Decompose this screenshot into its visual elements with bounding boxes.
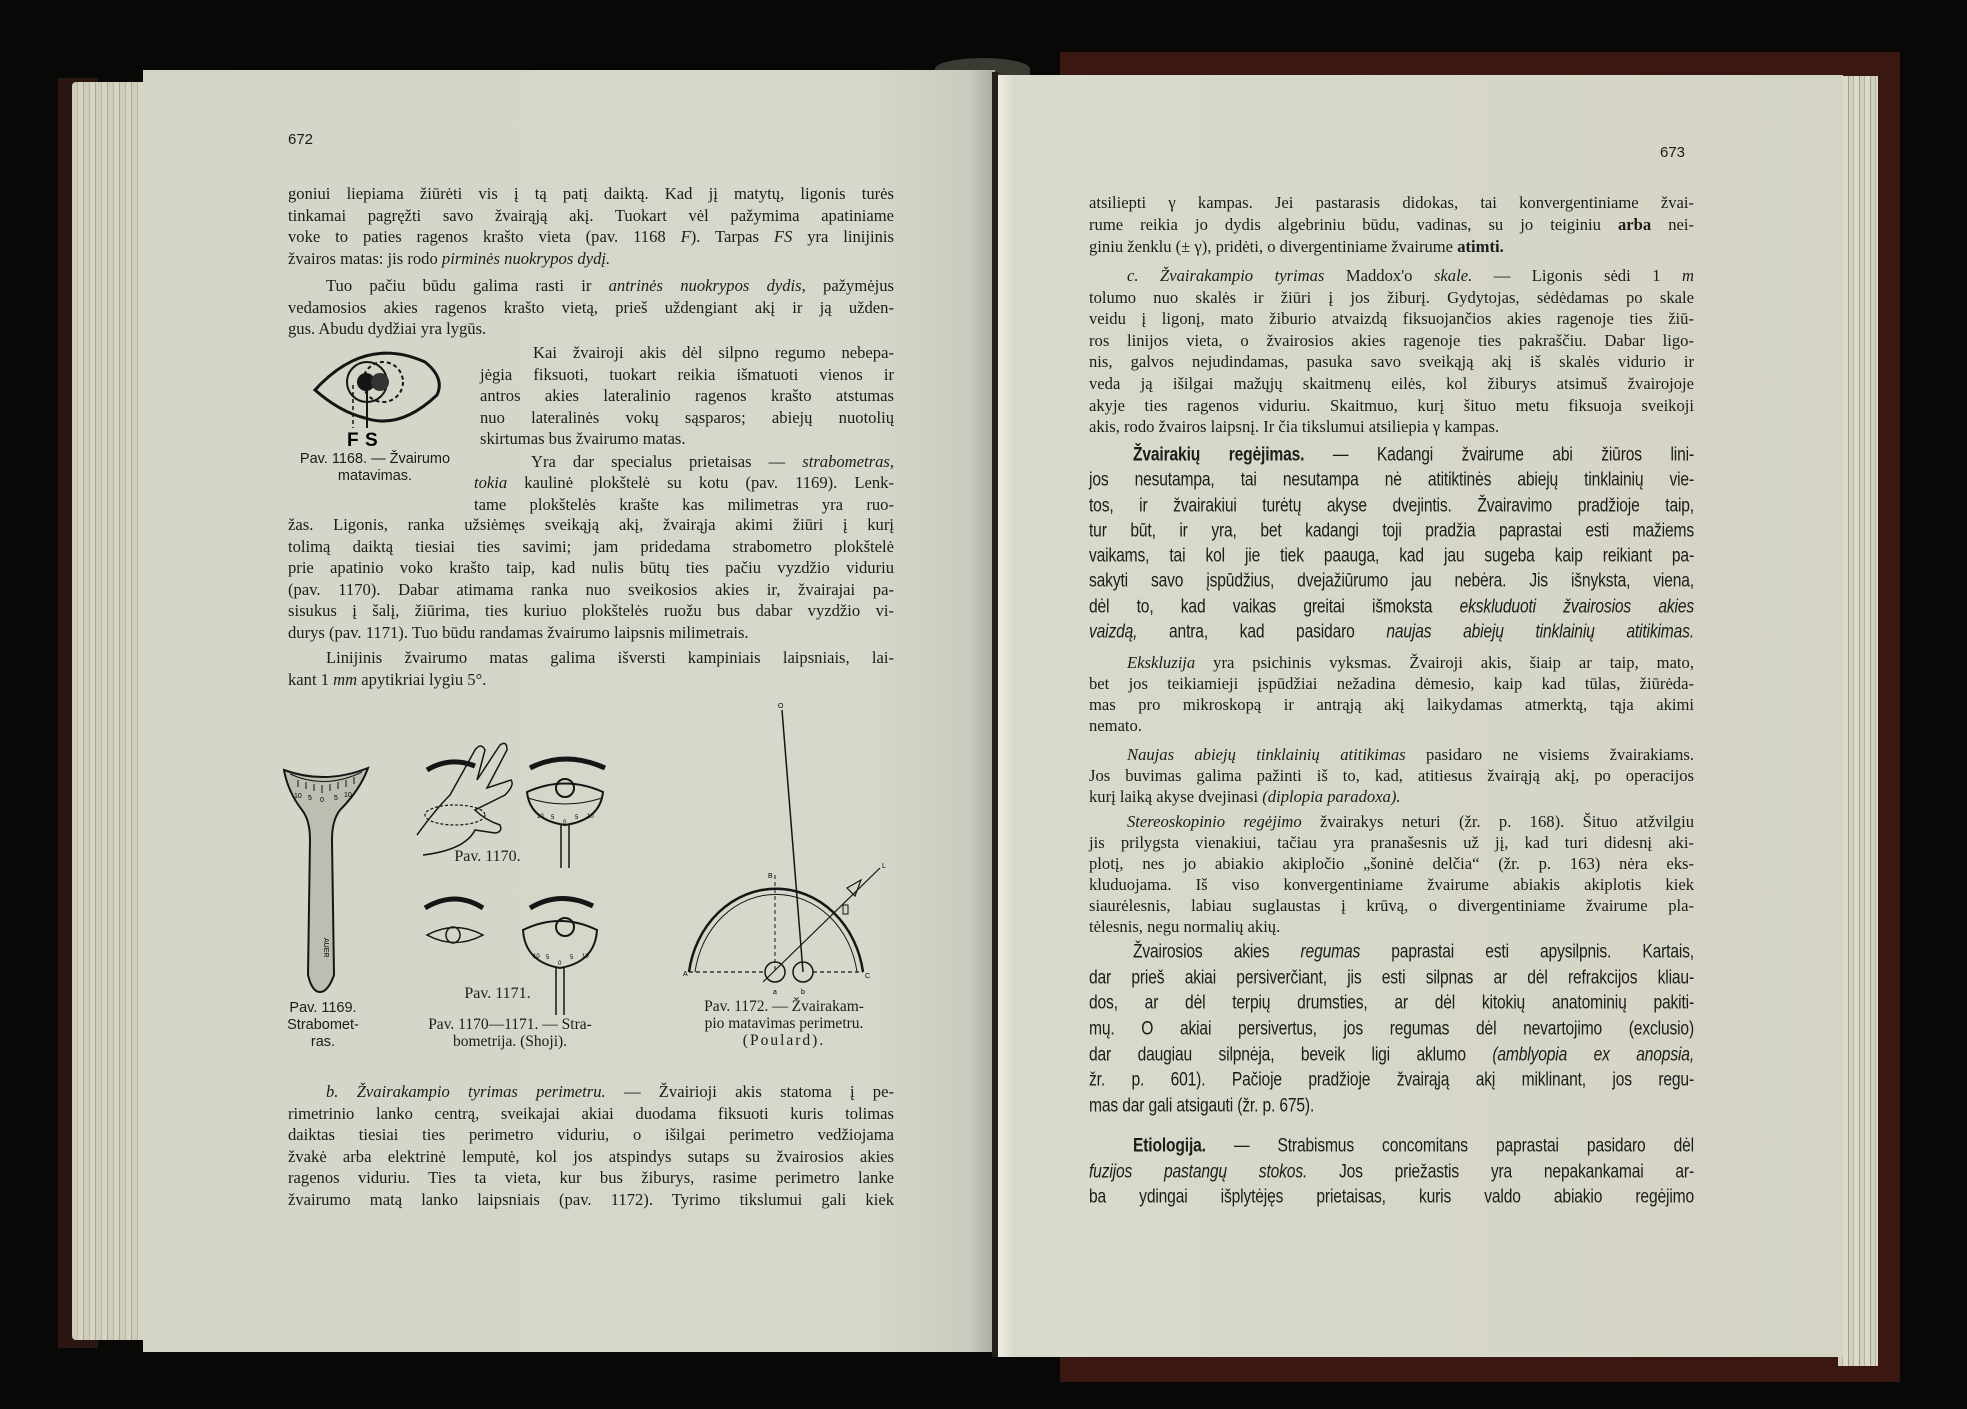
text-run: mas pro mikroskopą ir antrąją akį laikydamas atmerktą, tąja akimi <box>1089 695 1694 714</box>
italic-text: F <box>680 227 691 246</box>
paragraph <box>1089 265 1694 438</box>
caption-line: ras. <box>310 1034 336 1050</box>
text-run: antra, kad pasidaro <box>1137 621 1387 643</box>
text-run: kaulinė plokštelė su kotu (pav. 1169). Lenk- <box>507 473 894 493</box>
scale-label: 0 <box>563 820 567 826</box>
text-run: akis, rodo žvairos laipsnį. Ir čia tikslumui atsiliepia γ kampas. <box>1089 417 1500 437</box>
page-edges-right <box>1838 76 1878 1366</box>
text-run: Jos priežastis yra nepakankamai ar- <box>1307 1161 1694 1182</box>
text-run: ragenos viduriu. Ties ta vieta, kur bus žiburys, rasime perimetro lanke <box>288 1168 894 1187</box>
figure-1172-caption <box>676 998 892 1049</box>
text-line <box>1089 236 1694 258</box>
text-line <box>480 385 894 407</box>
italic-text: skale. <box>1433 266 1473 285</box>
text-run: plotį, nes jo abiakio akipločio „šoninė delčia“ (žr. p. 163) nėra eks- <box>1089 854 1694 873</box>
text-run: Žvairosios akies <box>1133 941 1301 963</box>
scale-label: 10 <box>294 793 302 800</box>
text-run: rimetrinio lanko centrą, sveikajai akiai duodama fiksuoti kuris tolimas <box>288 1103 894 1123</box>
paragraph <box>1089 652 1694 736</box>
text-run: yra psichinis vyksmas. Žvairoji akis, šiaip ar taip, mato, <box>1195 653 1694 672</box>
scale-label: 10 <box>582 954 589 960</box>
text-line <box>288 536 894 558</box>
text-run: mų. O akiai persivertus, jos regumas dėl nevartojimo (exclusio) <box>1089 1018 1694 1040</box>
label-o: O <box>778 703 784 710</box>
text-run: nis, galvos nejudindamas, pasuka savo sveikąją akį iš skalės vidurio ir <box>1089 352 1694 372</box>
text-run: mas dar gali atsigauti (žr. p. 675). <box>1089 1095 1315 1117</box>
scale-label: 0 <box>558 961 562 967</box>
book-gutter <box>992 72 998 1357</box>
text-run: Maddox'o <box>1324 266 1434 285</box>
text-run: skirtumas bus žvairumo matas. <box>480 429 686 448</box>
page-edges-left <box>72 82 144 1340</box>
text-line <box>1089 373 1694 395</box>
text-run: prie apatinio voko krašto taip, kad nulis būtų ties pačiu vyzdžio viduriu <box>288 558 894 577</box>
text-line <box>1089 308 1694 330</box>
label-b: B <box>768 873 773 880</box>
text-run: tur būt, ir yra, bet kadangi toji pradžia paprastai esti mažiems <box>1089 520 1694 542</box>
text-line <box>1089 895 1694 916</box>
italic-text: ekskluduoti žvairosios akies <box>1459 596 1694 618</box>
text-run: paprastai esti apysilpnis. Kartais, <box>1360 941 1694 963</box>
figure-1170-1171-caption <box>405 1016 615 1050</box>
figure-1169-strabometer <box>280 760 375 995</box>
text-run: tinkamai pagręžti savo žvairąją akį. Tuokart vėl pažymima apatiniame <box>288 205 894 225</box>
text-run: ). Tarpas <box>690 227 774 246</box>
italic-text: strabometras, <box>802 452 894 471</box>
text-run: atsiliepti γ kampas. Jei pastarasis didokas, tai konvergentiniame žvai- <box>1089 193 1694 212</box>
text-line <box>1089 786 1694 807</box>
text-run: yra linijinis <box>792 227 894 246</box>
text-run: giniu ženklu (± γ), pridėti, o divergentiniame žvairume <box>1089 236 1458 256</box>
text-run: voke to paties ragenos krašto vieta (pav. 1168 <box>288 227 681 246</box>
text-line <box>288 318 894 340</box>
text-line <box>1089 395 1694 417</box>
scale-label: 5 <box>308 795 312 802</box>
scale-label: 5 <box>570 955 574 961</box>
text-line <box>288 183 894 205</box>
paragraph <box>1089 192 1694 257</box>
caption-line: Pav. 1168. — Žvairumo <box>299 451 451 467</box>
text-line <box>1089 330 1694 352</box>
text-line <box>1089 214 1694 236</box>
text-line <box>1089 617 1694 648</box>
text-run: durys (pav. 1171). Tuo būdu randamas žvairumo laipsnis milimetrais. <box>288 622 749 642</box>
text-line <box>480 342 894 364</box>
italic-text: m <box>1682 266 1694 285</box>
figure-1172-perimeter-diagram <box>675 700 900 1000</box>
paragraph <box>1089 1134 1694 1211</box>
text-run: ba ydingai išplytėjęs prietaisas, kuris valdo abiakio regėjimo <box>1089 1186 1694 1208</box>
text-line <box>288 1189 894 1211</box>
italic-text: regumas <box>1300 941 1361 963</box>
text-line <box>1089 1091 1694 1122</box>
text-run: rume reikia jo dydis algebriniu būdu, vadinas, su jo teiginiu <box>1089 214 1618 234</box>
italic-text: tokia <box>474 473 508 493</box>
text-line <box>288 1103 894 1125</box>
text-run: bet jos teikiamieji įspūdžiai nežadina dėmesio, kaip kad tūlas, žiūrėda- <box>1089 674 1694 693</box>
text-run: siaurėlesnis, labiau suglaustas į krūvą, o divergentiniame žvairume pla- <box>1089 896 1694 915</box>
text-run: tolumo nuo skalės ir žiūri į jos žiburį. Gydytojas, sėdėdamas po skale <box>1089 287 1694 307</box>
label-a: A <box>683 971 688 978</box>
text-line <box>1089 192 1694 214</box>
text-run: tame plokštelės krašte kas milimetras yra ruo- <box>474 494 894 514</box>
caption-line: matavimas. <box>337 468 413 484</box>
text-line <box>1089 811 1694 832</box>
paragraph <box>1089 443 1694 645</box>
text-line <box>288 1146 894 1168</box>
caption-line: pio matavimas perimetru. <box>704 1015 864 1032</box>
scale-label: 5 <box>575 815 579 821</box>
text-run: tos, ir žvairakiui turėtų akyse dvejintis. Žvairavimo pradžioje taip, <box>1089 495 1694 516</box>
text-line <box>288 275 894 297</box>
page-number-right: 673 <box>1660 144 1686 161</box>
text-run: veda ją išilgai mažųjų skaitmenų eilės, kol žiburys atsimuš žvairojoje <box>1089 373 1694 393</box>
text-run: antros akies lateralinio ragenos krašto atstumas <box>480 386 894 405</box>
text-run: dar prieš akiai persiverčiant, jis esti silpnas ar dėl refrakcijos kliau- <box>1089 967 1694 988</box>
figure-1170-caption: Pav. 1170. <box>454 848 521 865</box>
text-line <box>288 622 894 644</box>
caption-line: bometrija. (Shoji). <box>452 1033 568 1050</box>
italic-text: vaizdą, <box>1089 621 1138 643</box>
text-line <box>288 226 894 248</box>
text-run: apytikriai lygiu 5°. <box>357 669 487 689</box>
italic-text: c. Žvairakampio tyrimas <box>1127 266 1325 285</box>
text-line <box>288 1124 894 1146</box>
text-run: ros linijos vieta, o žvairosios akies ragenoje ties pakraščiu. Dabar ligo- <box>1089 330 1694 350</box>
bold-text: atimti. <box>1457 236 1504 256</box>
text-run: kant 1 <box>288 669 334 689</box>
italic-text: Naujas abiejų tinklainių atitikimas <box>1127 745 1406 764</box>
text-run: sisukus į šalį, žiūrima, ties kuriuo plokštelės ruožu bus dabar vyzdžio vi- <box>288 601 894 620</box>
paragraph <box>288 1081 894 1210</box>
italic-text: pirminės nuokrypos dydį. <box>441 248 611 268</box>
scale-label: 5 <box>551 815 555 821</box>
text-line <box>1089 694 1694 715</box>
label-c: C <box>865 973 871 980</box>
italic-text: fuzijos pastangų stokos. <box>1089 1161 1308 1182</box>
text-line <box>288 647 894 669</box>
text-run: vaikams, tai kol jie tiek paauga, kad jau sugeba kaip reikiant pa- <box>1089 545 1694 567</box>
figure-1168-caption <box>280 451 470 485</box>
italic-text: naujas abiejų tinklainių atitikimas. <box>1386 621 1695 643</box>
text-line <box>1089 765 1694 786</box>
text-line <box>1089 744 1694 765</box>
text-line <box>480 364 894 386</box>
text-run: — Žvairioji akis statoma į pe- <box>605 1082 894 1101</box>
text-line <box>1089 673 1694 694</box>
scale-label: 10 <box>537 814 544 820</box>
text-run: kluduojama. Iš viso konvergentiniame žvairume abiakis akiplotis kiek <box>1089 875 1694 894</box>
text-run: kurį laiką akyse dvejinasi <box>1089 787 1263 806</box>
text-run: Tuo pačiu būdu galima rasti ir <box>326 276 609 295</box>
text-run: nuo lateralinės vokų sąsparos; abiejų nuotolių <box>480 407 894 427</box>
text-run: — Ligonis sėdi 1 <box>1472 266 1682 285</box>
scale-label: 10 <box>344 792 352 799</box>
italic-text: Ekskluzija <box>1127 653 1196 672</box>
text-run: veidu į ligonį, mato žiburio atvaizdą fiksuojančios akies ragenoje ties žiū- <box>1089 309 1694 329</box>
text-run: jos nesutampa, tai nesutampa nė atitiktinės abiejų tinklainių vie- <box>1089 469 1694 491</box>
text-line <box>288 514 894 536</box>
text-run: dar daugiau silpnėja, beveik ligi aklumo <box>1089 1044 1493 1065</box>
text-run: gus. Abudu dydžiai yra lygūs. <box>288 319 487 338</box>
text-run: goniui liepiama žiūrėti vis į tą patį daiktą. Kad jį matytų, ligonis turės <box>288 184 894 203</box>
paragraph <box>474 451 894 515</box>
text-line <box>288 1167 894 1189</box>
paragraph <box>288 647 894 690</box>
text-run: Yra dar specialus prietaisas — <box>531 452 803 471</box>
text-line <box>480 428 894 450</box>
text-run: jis prilygsta vienakiui, tačiau yra pranašesnis už jį, kad turi didesnį aki- <box>1089 833 1694 852</box>
text-line <box>1089 652 1694 673</box>
paragraph <box>1089 811 1694 937</box>
fig1168-label-s: S <box>365 430 378 451</box>
bold-text: arba <box>1617 214 1652 234</box>
caption-line: Pav. 1169. <box>289 1000 357 1016</box>
text-run: sakyti savo įspūdžius, dvejažiūrumo jau nebėra. Jis išnyksta, viena, <box>1089 571 1694 592</box>
text-run: žr. p. 601). Pačioje pradžioje žvairąją akį miklinant, jos regu- <box>1089 1069 1694 1091</box>
text-run: dos, ar dėl terpių drumsties, ar dėl kitokių anatominių pakiti- <box>1089 992 1694 1014</box>
italic-text: FS <box>773 227 793 246</box>
figure-1171-caption: Pav. 1171. <box>464 985 531 1002</box>
italic-text: (amblyopia ex anopsia, <box>1492 1044 1694 1065</box>
caption-line: (Poulard). <box>742 1032 826 1049</box>
bold-text: Žvairakių regėjimas. <box>1133 444 1305 466</box>
text-run: žvairakys neturi (žr. p. 168). Šituo atžvilgiu <box>1301 812 1694 831</box>
text-run: daiktas tiesiai ties perimetro viduriu, o išilgai perimetro vedžiojama <box>288 1125 894 1144</box>
text-run: nei- <box>1651 214 1694 234</box>
text-line <box>288 1081 894 1103</box>
paragraph <box>288 275 894 340</box>
scale-label: 0 <box>320 797 324 804</box>
scale-label: 10 <box>587 814 594 820</box>
text-line <box>480 407 894 429</box>
bold-text: Etiologija. <box>1133 1135 1206 1157</box>
text-run: jėgia fiksuoti, tuokart reikia išmatuoti vienos ir <box>480 364 894 384</box>
text-line <box>1089 832 1694 853</box>
paragraph <box>480 342 894 450</box>
maker-mark: AUER <box>322 938 329 958</box>
italic-text: antrinės nuokrypos dydis <box>608 276 802 295</box>
text-line <box>288 579 894 601</box>
page-number-left: 672 <box>288 131 314 148</box>
scale-label: 10 <box>533 954 540 960</box>
text-line <box>1089 287 1694 309</box>
text-run: tolimą daiktą tiesiai ties savimi; jam pridedama strabometro plokštelė <box>288 536 894 556</box>
text-line <box>1089 715 1694 736</box>
text-line <box>288 600 894 622</box>
text-line <box>288 557 894 579</box>
text-run: nemato. <box>1089 716 1142 735</box>
italic-text: (diplopia paradoxa). <box>1262 787 1401 806</box>
text-run: — Strabismus concomitans paprastai pasidaro dėl <box>1205 1135 1694 1157</box>
text-run: — Kadangi žvairume abi žiūros lini- <box>1304 444 1694 466</box>
text-line <box>1089 853 1694 874</box>
text-line <box>288 669 894 691</box>
paragraph <box>1089 744 1694 807</box>
label-eye-a: a <box>773 989 777 996</box>
italic-text: Stereoskopinio regėjimo <box>1127 812 1302 831</box>
paragraph <box>1089 940 1694 1120</box>
text-run: pasidaro ne visiems žvairakiams. <box>1405 745 1694 764</box>
text-line <box>474 494 894 515</box>
text-line <box>1089 874 1694 895</box>
figure-1169-caption <box>276 1000 370 1051</box>
text-run: žvakė arba elektrinė lemputė, kol jos atspindys sutaps su žvairosios akies <box>288 1146 894 1166</box>
text-run: akyje ties ragenos viduriu. Skaitmuo, kurį šituo metu fiksuoja sveikoji <box>1089 395 1694 415</box>
fig1168-label-f: F <box>347 430 359 451</box>
text-run: (pav. 1170). Dabar atimama ranka nuo sveikosios akies ir, žvairajai pa- <box>288 579 894 599</box>
caption-line: Pav. 1170—1171. — Stra- <box>428 1016 592 1033</box>
text-run: Jos buvimas galima pažinti iš to, kad, atitiesus žvairąją akį, po operacijos <box>1089 766 1694 785</box>
figure-1168-eye-diagram <box>305 340 455 451</box>
label-l: L <box>882 863 886 870</box>
italic-text: mm <box>333 669 358 689</box>
text-run: žvairos matas: jis rodo <box>288 248 442 268</box>
text-line <box>288 205 894 227</box>
text-run: Kai žvairoji akis dėl silpno regumo nebepa- <box>533 343 894 362</box>
text-run: tėlesnis, negu normalių akių. <box>1089 917 1281 936</box>
text-run: , pažymėjus <box>801 276 894 295</box>
scale-label: 5 <box>334 795 338 802</box>
text-line <box>1089 351 1694 373</box>
text-line <box>474 472 894 493</box>
paragraph <box>288 514 894 643</box>
caption-line: Pav. 1172. — Žvairakam- <box>704 998 864 1015</box>
text-run: vedamosios akies ragenos krašto vietą, prieš uždengiant akį ir ją užden- <box>288 297 894 317</box>
text-line <box>288 297 894 319</box>
text-line <box>474 451 894 472</box>
italic-text: b. Žvairakampio tyrimas perimetru. <box>326 1082 606 1101</box>
text-line <box>1089 1182 1694 1213</box>
text-line <box>1089 265 1694 287</box>
text-run: Linijinis žvairumo matas galima išversti kampiniais laipsniais, lai- <box>326 648 894 667</box>
scale-label: 5 <box>546 955 550 961</box>
paragraph <box>288 183 894 269</box>
text-run: dėl to, kad vaikas greitai išmoksta <box>1089 596 1460 618</box>
text-line <box>1089 416 1694 438</box>
text-run: žvairumo matą lanko laipsniais (pav. 1172). Tyrimo tikslumui gali kiek <box>288 1189 894 1209</box>
text-line <box>288 248 894 270</box>
text-line <box>1089 916 1694 937</box>
label-eye-b: b <box>801 989 805 996</box>
text-run: žas. Ligonis, ranka užsiėmęs sveikąją akį, žvairąja akimi žiūri į kurį <box>288 515 894 534</box>
caption-line: Strabomet- <box>287 1017 359 1033</box>
